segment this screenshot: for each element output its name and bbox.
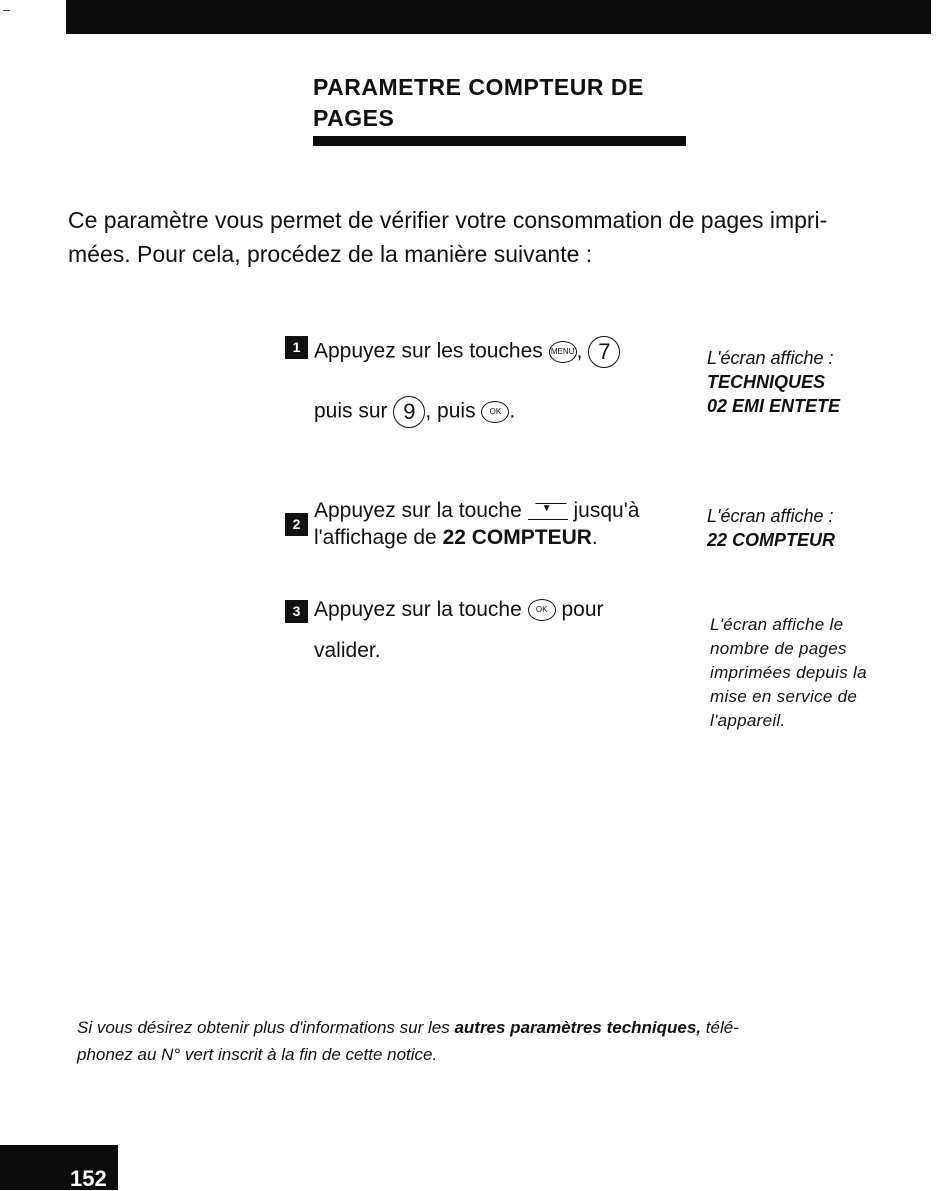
step-1-screen-display (707, 346, 840, 418)
step-3-line-2: valider. (314, 639, 381, 662)
step-1-line-1-text: Appuyez sur les touches (314, 339, 543, 363)
footnote-line-1-after: télé- (705, 1018, 739, 1037)
step-1-comma: , (576, 339, 583, 363)
step-1-screen-intro: L'écran affiche : (707, 348, 834, 368)
step-1-number: 1 (285, 336, 308, 359)
footnote-line-2: phonez au N° vert inscrit à la fin de cette notice. (77, 1045, 438, 1064)
title-underline (313, 136, 686, 146)
down-arrow-glyph: ▼ (541, 502, 552, 514)
step-2-line-1 (314, 497, 639, 524)
step-2-line-2 (314, 524, 598, 551)
step-1-screen-line-2: 02 EMI ENTETE (707, 396, 841, 416)
key-7-icon: 7 (588, 336, 620, 368)
step-1-line-2-end: . (509, 399, 516, 423)
footnote-line-1-text: Si vous désirez obtenir plus d'informations sur les (77, 1018, 450, 1037)
step-2-line-2-text: l'affichage de (314, 526, 437, 549)
step-1-line-1 (314, 336, 620, 368)
page-title-line-1: PARAMETRE COMPTEUR DE (313, 74, 644, 100)
step-3-screen-line-2: nombre de pages (710, 639, 847, 658)
step-2-line-1-text: Appuyez sur la touche (314, 499, 522, 522)
step-3-screen-display (710, 613, 910, 733)
step-2-screen-intro: L'écran affiche : (707, 506, 834, 526)
step-3-line-1-text: Appuyez sur la touche (314, 598, 522, 621)
step-3-screen-line-4: mise en service de (710, 687, 858, 706)
down-arrow-key-icon (528, 503, 568, 520)
step-3-screen-line-3: imprimées depuis la (710, 663, 867, 682)
step-2-number: 2 (285, 513, 308, 536)
step-2-line-1-after: jusqu'à (573, 499, 640, 522)
page-title (313, 72, 644, 134)
step-3-number: 3 (285, 600, 308, 623)
step-2-screen-line-1: 22 COMPTEUR (707, 530, 836, 550)
step-2-screen-display (707, 504, 835, 552)
key-9-icon: 9 (393, 396, 425, 428)
ok-key-icon: OK (481, 401, 509, 423)
footnote-line-1 (77, 1014, 739, 1041)
footnote (77, 1014, 739, 1068)
header-bar (66, 0, 931, 34)
footnote-line-1-bold: autres paramètres techniques, (454, 1018, 702, 1037)
page-title-line-2: PAGES (313, 105, 395, 131)
step-3-screen-line-1: L'écran affiche le (710, 615, 844, 634)
step-1-screen-line-1: TECHNIQUES (707, 372, 826, 392)
page-number: 152 (70, 1166, 107, 1191)
step-3-screen-line-5: l'appareil. (710, 711, 786, 730)
step-1-line-2-middle: , puis (425, 399, 476, 423)
step-1-line-2-text: puis sur (314, 399, 388, 423)
step-1-line-2 (314, 396, 515, 428)
intro-paragraph (68, 203, 928, 271)
margin-mark (3, 10, 10, 11)
step-3-line-1 (314, 596, 604, 623)
ok-key-icon: OK (528, 599, 556, 621)
step-2-line-2-bold: 22 COMPTEUR (442, 526, 592, 549)
menu-key-icon: MENU (549, 341, 577, 363)
intro-line-1: Ce paramètre vous permet de vérifier votre consommation de pages impri- (68, 207, 828, 233)
step-2-line-2-end: . (591, 526, 598, 549)
intro-line-2: mées. Pour cela, procédez de la manière suivante : (68, 241, 593, 267)
step-3-line-1-after: pour (561, 598, 604, 621)
